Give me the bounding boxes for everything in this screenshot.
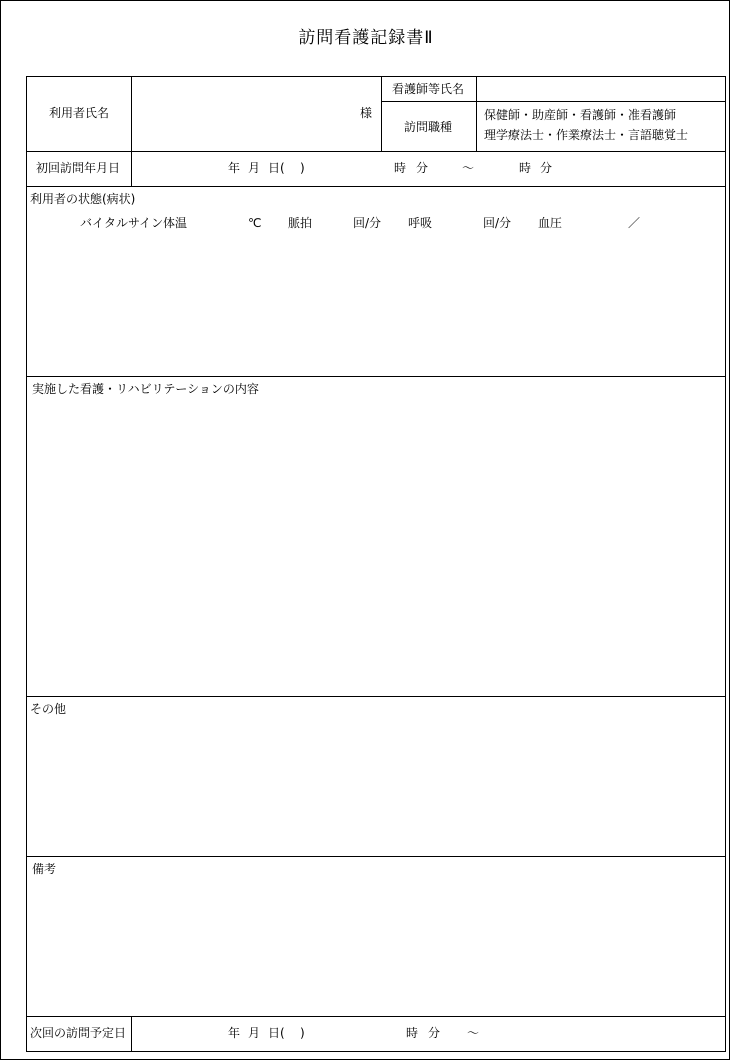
next-visit-label-divider [131, 1016, 132, 1052]
nurse-label-divider [476, 76, 477, 151]
first-visit-close-paren: ) [300, 161, 305, 175]
form-title: 訪問看護記録書Ⅱ [298, 28, 434, 48]
first-visit-minute: 分 [416, 161, 429, 175]
condition-section-bottom-border [26, 376, 726, 377]
pulse-label: 脈拍 [288, 216, 313, 230]
first-visit-day: 日( [268, 161, 285, 175]
nurse-block-left-divider [381, 76, 382, 151]
vital-signs-label: バイタルサイン [80, 216, 164, 230]
nurse-name-label: 看護師等氏名 [392, 82, 465, 96]
temperature-label: 体温 [163, 216, 188, 230]
first-visit-hour: 時 [394, 161, 407, 175]
condition-label: 利用者の状態(病状) [30, 192, 136, 206]
first-visit-year: 年 [228, 161, 241, 175]
table-left-border [26, 76, 27, 1052]
first-visit-month: 月 [248, 161, 261, 175]
content-section-bottom-border [26, 696, 726, 697]
first-visit-tilde: ～ [462, 161, 475, 175]
first-visit-end-hour: 時 [519, 161, 532, 175]
label-column-divider [131, 76, 132, 187]
nurse-row-divider [381, 101, 726, 102]
next-visit-close-paren: ) [300, 1026, 305, 1040]
next-visit-tilde: ～ [467, 1026, 480, 1040]
first-visit-label: 初回訪問年月日 [36, 161, 121, 175]
occupation-options-line2: 理学療法士・作業療法士・言語聴覚士 [484, 128, 689, 142]
table-right-border [725, 76, 726, 1052]
next-visit-hour: 時 [406, 1026, 419, 1040]
respiration-unit: 回/分 [483, 216, 512, 230]
patient-name-label: 利用者氏名 [49, 106, 110, 120]
pulse-unit: 回/分 [353, 216, 382, 230]
occupation-options-line1: 保健師・助産師・看護師・准看護師 [484, 108, 677, 122]
other-section-bottom-border [26, 856, 726, 857]
patient-name-suffix: 様 [360, 106, 373, 120]
occupation-label: 訪問職種 [404, 120, 453, 134]
next-visit-month: 月 [248, 1026, 261, 1040]
respiration-label: 呼吸 [408, 216, 433, 230]
next-visit-year: 年 [228, 1026, 241, 1040]
first-visit-end-minute: 分 [540, 161, 553, 175]
blood-pressure-slash: ／ [628, 216, 641, 230]
next-visit-day: 日( [268, 1026, 285, 1040]
next-visit-minute: 分 [428, 1026, 441, 1040]
blood-pressure-label: 血圧 [538, 216, 563, 230]
nursing-content-label: 実施した看護・リハビリテーションの内容 [32, 382, 259, 396]
temperature-unit: ℃ [248, 216, 262, 230]
remarks-label: 備考 [32, 862, 57, 876]
other-label: その他 [30, 702, 67, 716]
next-visit-label: 次回の訪問予定日 [30, 1026, 127, 1040]
